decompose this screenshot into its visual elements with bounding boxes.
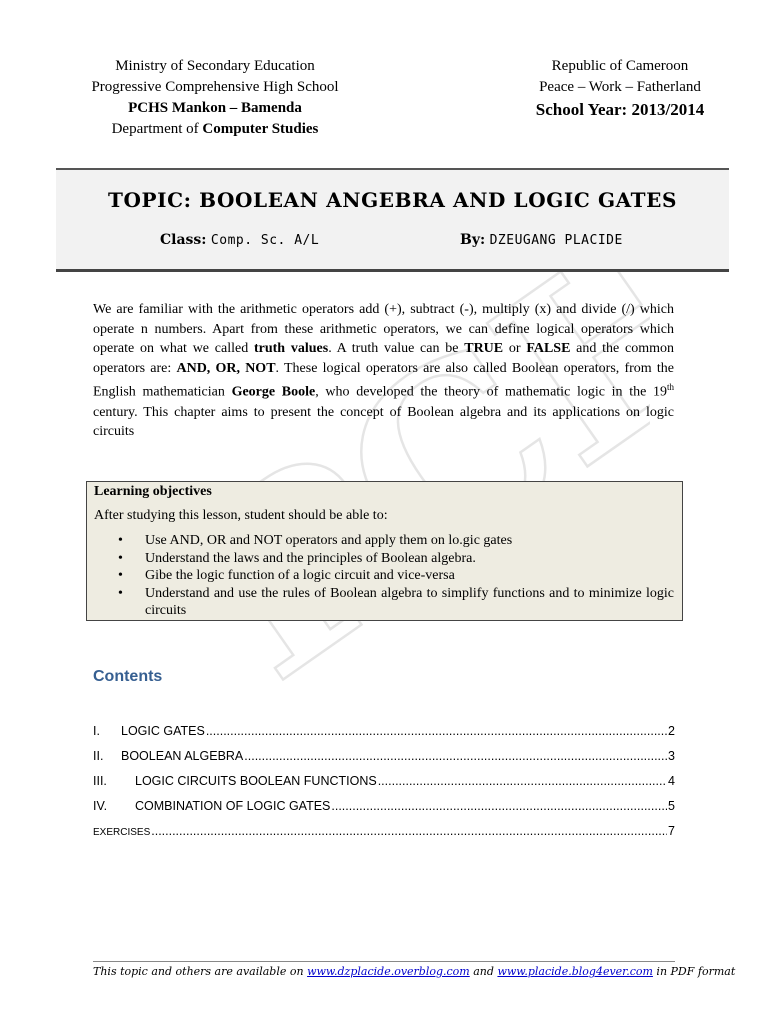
toc-entry-exercises[interactable] [93,824,675,838]
toc-leader [151,824,667,838]
toc-number: IV. [93,799,108,813]
objective-item [94,567,674,585]
objectives-list [94,532,674,620]
toc-entry-logic-circuits[interactable] [93,774,675,788]
toc-page: 2 [668,724,675,738]
footer-text: and [469,965,498,978]
toc-page: 5 [668,799,675,813]
footer-note [93,965,736,978]
topic-banner [56,168,729,272]
toc-page: 7 [668,824,675,838]
objectives-lead: After studying this lesson, student should be able to: [94,508,388,523]
bullet-icon: • [118,568,123,583]
by-label: By: [460,232,486,248]
intro-bold-term: AND, OR, NOT [176,360,276,376]
department-name: Computer Studies [202,121,319,137]
author-line [460,232,623,248]
objective-item [94,585,674,620]
department-prefix: Department of [111,121,203,137]
intro-bold-term: truth values [253,341,329,357]
learning-objectives-box [86,481,683,621]
toc-label: BOOLEAN ALGEBRA [121,749,244,763]
toc-number: II. [93,749,104,763]
author-name: DZEUGANG PLACIDE [489,233,623,248]
intro-text: . These logical operators are also called Boolean operators, from the English mathematician [93,360,674,401]
toc-page: 3 [668,749,675,763]
toc-leader [244,749,667,763]
toc-number: I. [93,724,100,738]
intro-paragraph [93,300,674,442]
toc-entry-logic-gates[interactable] [93,724,675,738]
objective-text: Understand and use the rules of Boolean algebra to simplify functions and to minimize logic circuits [145,585,674,618]
bullet-icon: • [118,585,123,601]
bullet-icon: • [118,550,123,566]
bullet-icon: • [118,533,123,548]
toc-label: EXERCISES [93,827,151,838]
intro-superscript: th [667,382,675,393]
class-line [160,232,319,248]
intro-bold-term: George Boole [231,385,316,401]
toc-leader [206,724,667,738]
intro-bold-term: TRUE [464,341,504,357]
topic-title: TOPIC: BOOLEAN ANGEBRA AND LOGIC GATES [107,188,678,212]
class-label: Class: [160,232,207,248]
blog-link-blog4ever[interactable]: www.placide.blog4ever.com [497,965,653,978]
intro-text: or [503,341,527,357]
department-line [60,119,370,140]
toc-leader [378,774,667,788]
header-left [60,56,370,140]
toc-number: III. [93,774,107,788]
toc-label: LOGIC GATES [121,724,205,738]
school-location: PCHS Mankon – Bamenda [128,100,302,116]
intro-text: . A truth value can be [328,341,465,357]
objective-text: Gibe the logic function of a logic circuit and vice-versa [145,568,455,583]
footer-divider [93,961,675,962]
toc-page: 4 [668,774,675,788]
country-name: Republic of Cameroon [551,58,689,74]
objective-item [94,532,674,550]
toc-label: COMBINATION OF LOGIC GATES [135,799,331,813]
class-value: Comp. Sc. A/L [210,233,320,248]
contents-title: Contents [93,668,163,685]
toc-entry-combination[interactable] [93,799,675,813]
school-name: Progressive Comprehensive High School [91,79,339,95]
school-year: School Year: 2013/2014 [535,100,705,119]
footer-text: This topic and others are available on [93,965,308,978]
intro-text: century. This chapter aims to present the concept of Boolean algebra and its applications on logic circuits [93,404,674,440]
intro-text: We are familiar with the arithmetic operators add (+), subtract (-), multiply (x) and divide (/) which operate n numbers. Apart from these arithmetic operators, we can define logical operators which operate on what we called [93,302,674,357]
footer-text: in PDF format [652,965,736,978]
header-right [500,56,740,122]
intro-bold-term: FALSE [526,341,571,357]
objectives-title: Learning objectives [94,484,212,499]
toc-label: LOGIC CIRCUITS BOOLEAN FUNCTIONS [135,774,377,788]
objective-item [94,550,674,568]
intro-text: , who developed the theory of mathematic logic in the 19 [315,385,667,401]
objective-text: Use AND, OR and NOT operators and apply them on lo.gic gates [145,533,513,548]
objective-text: Understand the laws and the principles of Boolean algebra. [145,550,476,566]
intro-text: and the common operators are: [93,341,675,376]
toc-entry-boolean-algebra[interactable] [93,749,675,763]
ministry-name: Ministry of Secondary Education [115,58,315,74]
country-motto: Peace – Work – Fatherland [539,79,701,95]
blog-link-overblog[interactable]: www.dzplacide.overblog.com [307,965,470,978]
toc-leader [331,799,667,813]
